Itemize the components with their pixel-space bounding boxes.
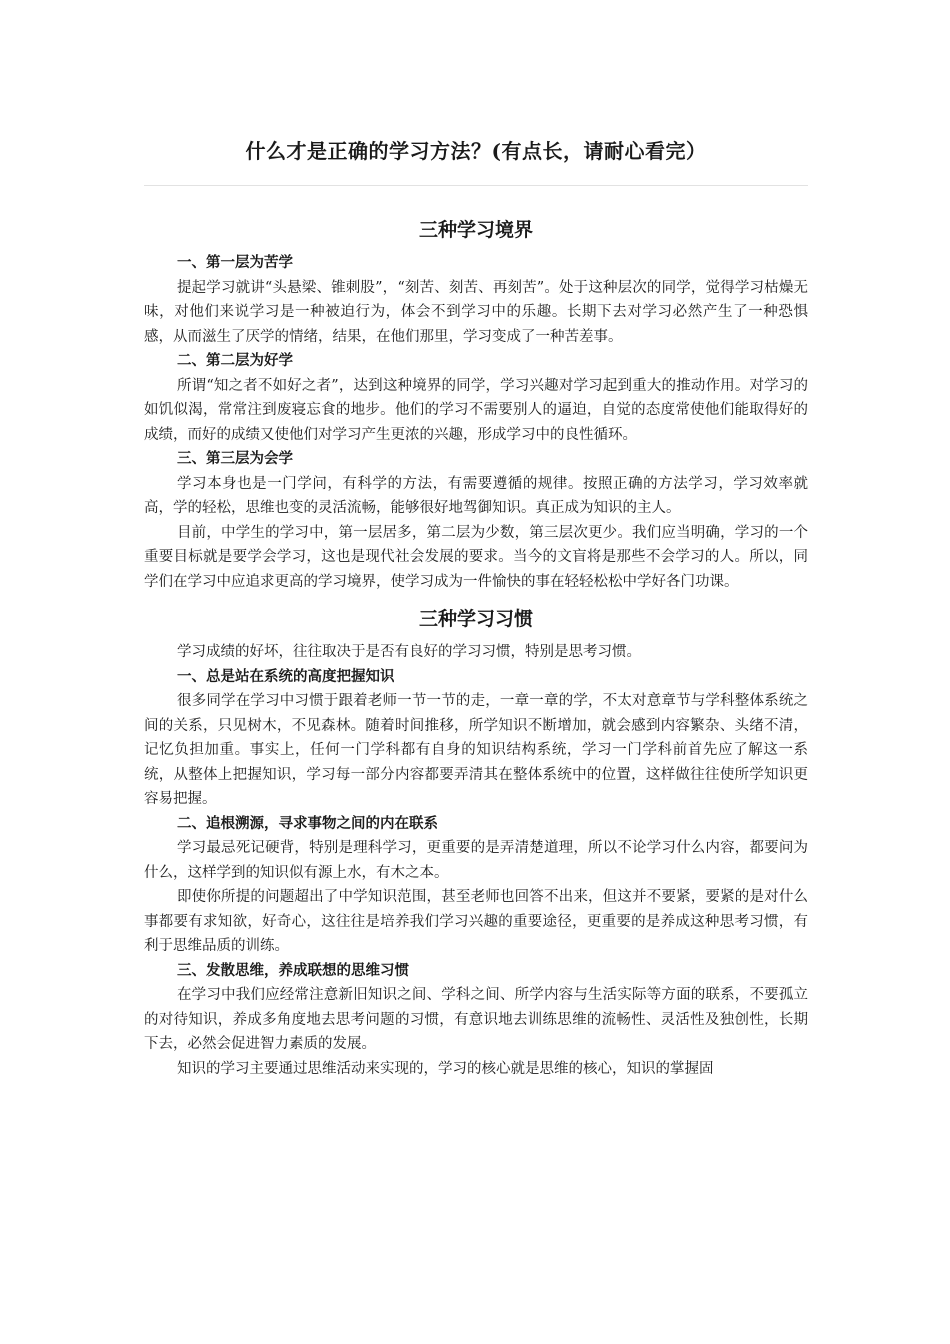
paragraph-intro: 学习成绩的好坏，往往取决于是否有良好的学习习惯，特别是思考习惯。 bbox=[177, 644, 641, 660]
paragraph: 很多同学在学习中习惯于跟着老师一节一节的走，一章一章的学，不太对意章节与学科整体系统之间的关系，只见树木，不见森林。随着时间推移，所学知识不断增加，就会感到内容繁杂、头绪不清，记忆负担加重。事实上，任何一门学科都有自身的知识结构系统，学习一门学科前首先应了解这一系统，从整体上把握知识，学习每一部分内容都要弄清其在整体系统中的位置，这样做往往使所学知识更容易把握。 bbox=[144, 693, 808, 807]
subheading-level-two: 二、第二层为好学 bbox=[177, 352, 293, 369]
subheading-habit-two: 二、追根溯源，寻求事物之间的内在联系 bbox=[177, 814, 438, 832]
document-page bbox=[144, 0, 808, 1081]
paragraph: 学习最忌死记硬背，特别是理科学习，更重要的是弄清楚道理，所以不论学习什么内容，都要问为什么，这样学到的知识似有源上水，有木之本。 bbox=[144, 840, 808, 881]
title-divider bbox=[144, 185, 808, 186]
section-heading-learning-realms: 三种学习境界 bbox=[418, 219, 533, 241]
subheading-habit-one: 一、总是站在系统的高度把握知识 bbox=[177, 667, 395, 685]
paragraph: 知识的学习主要通过思维活动来实现的，学习的核心就是思维的核心，知识的掌握固 bbox=[177, 1060, 714, 1077]
subheading-habit-three: 三、发散思维，养成联想的思维习惯 bbox=[177, 961, 409, 979]
subheading-level-one: 一、第一层为苦学 bbox=[177, 254, 293, 271]
paragraph: 提起学习就讲“头悬梁、锥刺股”，“刻苦、刻苦、再刻苦”。处于这种层次的同学，觉得学习枯燥无味，对他们来说学习是一种被迫行为，体会不到学习中的乐趣。长期下去对学习必然产生了一种恐惧感，从而滋生了厌学的情绪，结果，在他们那里，学习变成了一种苦差事。 bbox=[144, 279, 808, 345]
section-heading-learning-habits: 三种学习习惯 bbox=[418, 608, 533, 630]
subheading-level-three: 三、第三层为会学 bbox=[177, 450, 293, 467]
paragraph: 所谓“知之者不如好之者”，达到这种境界的同学，学习兴趣对学习起到重大的推动作用。对学习的如饥似渴，常常注到废寝忘食的地步。他们的学习不需要别人的逼迫，自觉的态度常使他们能取得好的成绩，而好的成绩又使他们对学习产生更浓的兴趣，形成学习中的良性循环。 bbox=[144, 377, 808, 443]
paragraph: 在学习中我们应经常注意新旧知识之间、学科之间、所学内容与生活实际等方面的联系，不要孤立的对待知识，养成多角度地去思考问题的习惯，有意识地去训练思维的流畅性、灵活性及独创性，长期下去，必然会促进智力素质的发展。 bbox=[144, 987, 808, 1052]
paragraph: 即使你所提的问题超出了中学知识范围，甚至老师也回答不出来，但这并不要紧，要紧的是对什么事都要有求知欲，好奇心，这往往是培养我们学习兴趣的重要途径，更重要的是养成这种思考习惯，有利于思维品质的训练。 bbox=[144, 889, 808, 954]
document-title: 什么才是正确的学习方法？(有点长，请耐心看完） bbox=[245, 139, 707, 163]
paragraph: 学习本身也是一门学问，有科学的方法，有需要遵循的规律。按照正确的方法学习，学习效率就高，学的轻松，思维也变的灵活流畅，能够很好地驾御知识。真正成为知识的主人。 bbox=[144, 475, 808, 516]
paragraph: 目前，中学生的学习中，第一层居多，第二层为少数，第三层次更少。我们应当明确，学习的一个重要目标就是要学会学习，这也是现代社会发展的要求。当今的文盲将是那些不会学习的人。所以，同学们在学习中应追求更高的学习境界，使学习成为一件愉快的事在轻轻松松中学好各门功课。 bbox=[144, 524, 808, 590]
